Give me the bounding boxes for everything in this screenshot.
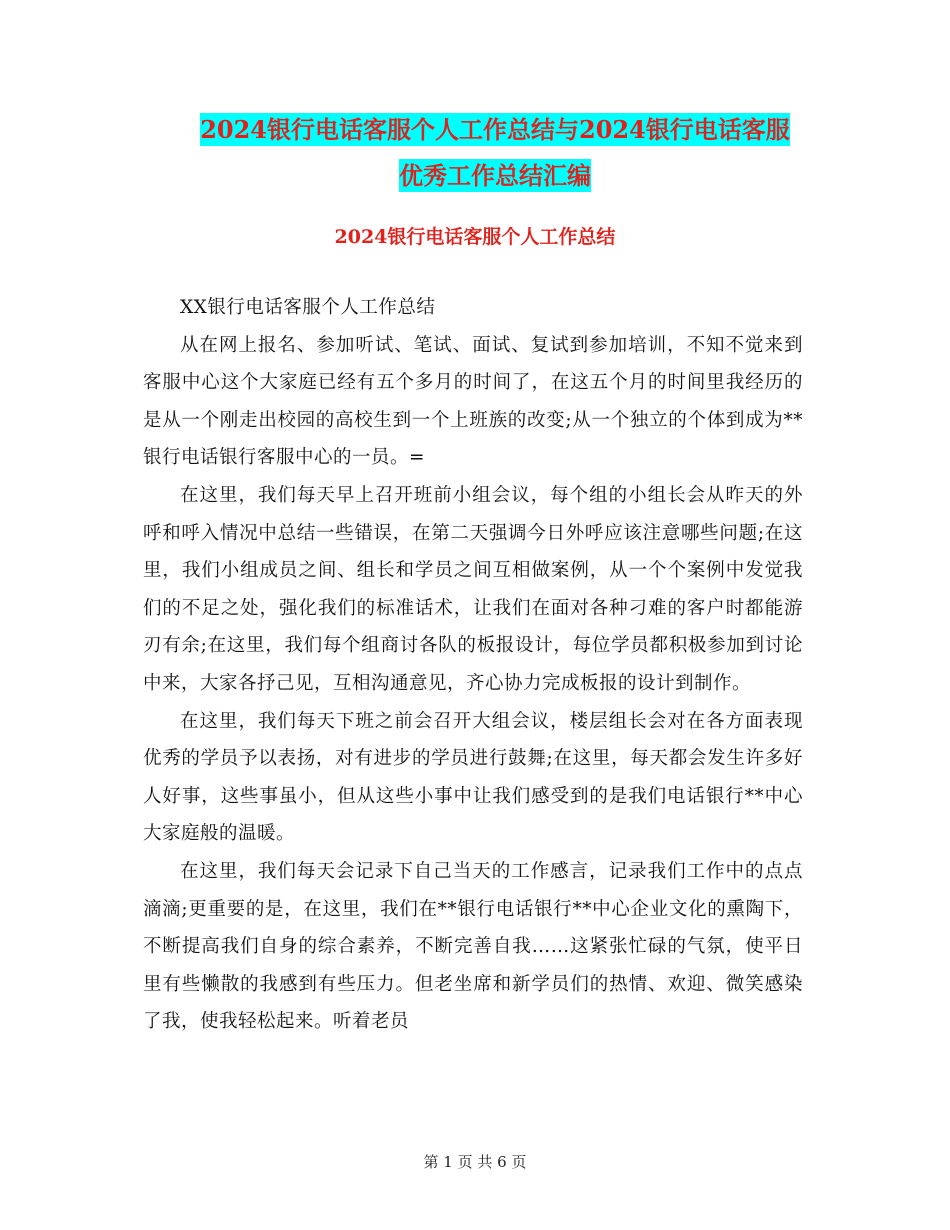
body-paragraph: XX银行电话客服个人工作总结	[180, 297, 436, 318]
body-paragraph: 在这里，我们每天会记录下自己当天的工作感言，记录我们工作中的点点滴滴;更重要的是，在这里，我们在**银行电话银行**中心企业文化的熏陶下，不断提高我们自身的综合素养，不断完善自我……这紧张忙碌的气氛，使平日里有些懒散的我感到有些压力。但老坐席和新学员们的热情、欢迎、微笑感染了我，使我轻松起来。听着老员	[143, 860, 803, 1033]
document-title-line-2: 优秀工作总结汇编	[399, 161, 591, 190]
section-heading: 2024银行电话客服个人工作总结	[334, 226, 616, 248]
page-number-footer: 第 1 页 共 6 页	[423, 1153, 527, 1171]
document-title-line-1: 2024银行电话客服个人工作总结与2024银行电话客服	[200, 115, 790, 144]
document-body	[143, 289, 803, 1041]
body-paragraph: 从在网上报名、参加听试、笔试、面试、复试到参加培训，不知不觉来到客服中心这个大家庭已经有五个多月的时间了，在这五个月的时间里我经历的是从一个刚走出校园的高校生到一个上班族的改变;从一个独立的个体到成为**银行电话银行客服中心的一员。=	[143, 334, 803, 469]
body-paragraph: 在这里，我们每天下班之前会召开大组会议，楼层组长会对在各方面表现优秀的学员予以表扬，对有进步的学员进行鼓舞;在这里，每天都会发生许多好人好事，这些事虽小，但从这些小事中让我们感受到的是我们电话银行**中心大家庭般的温暖。	[143, 710, 803, 845]
document-title	[150, 107, 840, 199]
body-paragraph: 在这里，我们每天早上召开班前小组会议，每个组的小组长会从昨天的外呼和呼入情况中总结一些错误，在第二天强调今日外呼应该注意哪些问题;在这里，我们小组成员之间、组长和学员之间互相做案例，从一个个案例中发觉我们的不足之处，强化我们的标准话术，让我们在面对各种刁难的客户时都能游刃有余;在这里，我们每个组商讨各队的板报设计，每位学员都积极参加到讨论中来，大家各抒己见，互相沟通意见，齐心协力完成板报的设计到制作。	[143, 484, 803, 694]
